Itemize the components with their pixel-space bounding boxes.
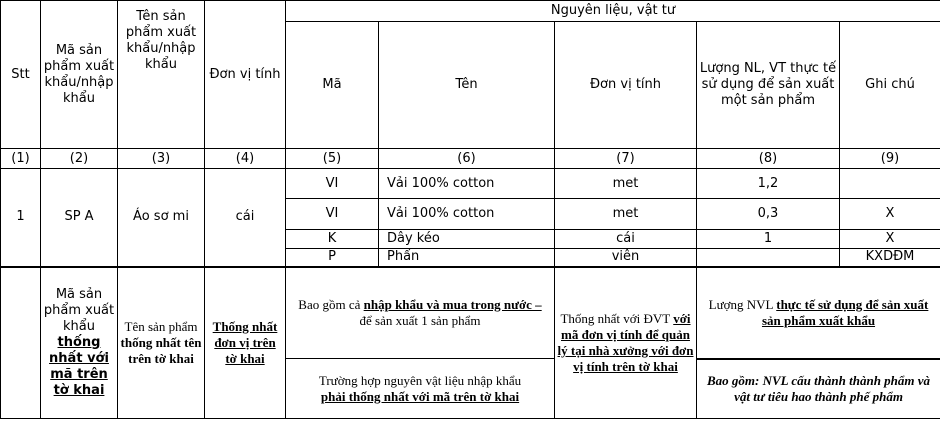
note-name-bottom-plain: Trường hợp nguyên vật liệu nhập khẩu [318,372,522,388]
material-name: Phấn [379,249,555,267]
material-unit: met [555,199,697,230]
note-qty-bottom: Bao gồm: NVL cấu thành thành phẩm và vật tư tiêu hao thành phế phẩm [697,359,940,419]
header-stt: Stt [1,1,41,149]
note-name-plain: Tên sản phẩm [124,318,198,334]
table-row [1,169,940,199]
product-name: Áo sơ mi [118,169,205,267]
note-material-name-bottom [286,359,555,419]
material-code: VI [286,169,379,199]
header-material-code: Mã [286,22,379,149]
column-number: (7) [555,149,697,169]
header-materials-group: Nguyên liệu, vật tư [286,1,940,22]
material-qty: 0,3 [697,199,840,230]
material-name: Dây kéo [379,230,555,249]
notes-row [1,267,940,359]
material-unit: cái [555,230,697,249]
note-stt-empty [1,267,41,419]
note-name-emph: thống nhất tên trên tờ khai [120,334,202,366]
material-qty [697,249,840,267]
note-material-unit [555,267,697,419]
header-note: Ghi chú [840,22,940,149]
product-stt: 1 [1,169,41,267]
material-name: Vải 100% cotton [379,169,555,199]
material-name: Vải 100% cotton [379,199,555,230]
product-unit: cái [205,169,286,267]
note-name-top-plain1: Bao gồm cả [298,296,361,312]
material-code: K [286,230,379,249]
header-material-unit: Đơn vị tính [555,22,697,149]
material-code: VI [286,199,379,230]
material-note [840,169,940,199]
note-code-emph: thống nhất với mã trên tờ khai [49,334,109,398]
note-material-name-top [286,267,555,359]
product-code: SP A [41,169,118,267]
header-material-name: Tên [379,22,555,149]
header-unit: Đơn vị tính [205,1,286,149]
note-code-plain: Mã sản phẩm xuất khẩu [43,286,115,334]
note-qty-emph: thực tế sử dụng để sản xuất sản phẩm xuất khẩu [761,296,929,328]
column-number: (3) [118,149,205,169]
material-qty: 1 [697,230,840,249]
material-code: P [286,249,379,267]
note-product-code [41,267,118,419]
material-note: KXDĐM [840,249,940,267]
column-number: (8) [697,149,840,169]
note-name-bottom-emph: phải thống nhất với mã trên tờ khai [320,388,520,404]
header-product-name: Tên sản phẩm xuất khẩu/nhập khẩu [118,1,205,149]
material-unit: viên [555,249,697,267]
material-unit: met [555,169,697,199]
note-unit-emph2: với mã đơn vị tính để quản lý tại nhà xưởng với đơn vị tính trên tờ khai [557,310,694,374]
column-number: (4) [205,149,286,169]
column-number-row [1,149,940,169]
column-number: (5) [286,149,379,169]
column-number: (2) [41,149,118,169]
column-number: (1) [1,149,41,169]
note-unit: Thống nhất đơn vị trên tờ khai [205,267,286,419]
note-name-top-emph: nhập khẩu và mua trong nước – [363,296,542,312]
column-number: (6) [379,149,555,169]
header-product-code: Mã sản phẩm xuất khẩu/nhập khẩu [41,1,118,149]
material-qty: 1,2 [697,169,840,199]
note-product-name [118,267,205,419]
note-qty-plain: Lượng NVL [708,296,773,312]
column-number: (9) [840,149,940,169]
header-material-qty: Lượng NL, VT thực tế sử dụng để sản xuất một sản phẩm [697,22,840,149]
note-name-top-plain2: để sản xuất 1 sản phẩm [359,312,481,328]
material-note: X [840,199,940,230]
material-note: X [840,230,940,249]
note-qty-top [697,267,940,359]
note-unit-plain: Thống nhất với ĐVT [560,310,670,326]
